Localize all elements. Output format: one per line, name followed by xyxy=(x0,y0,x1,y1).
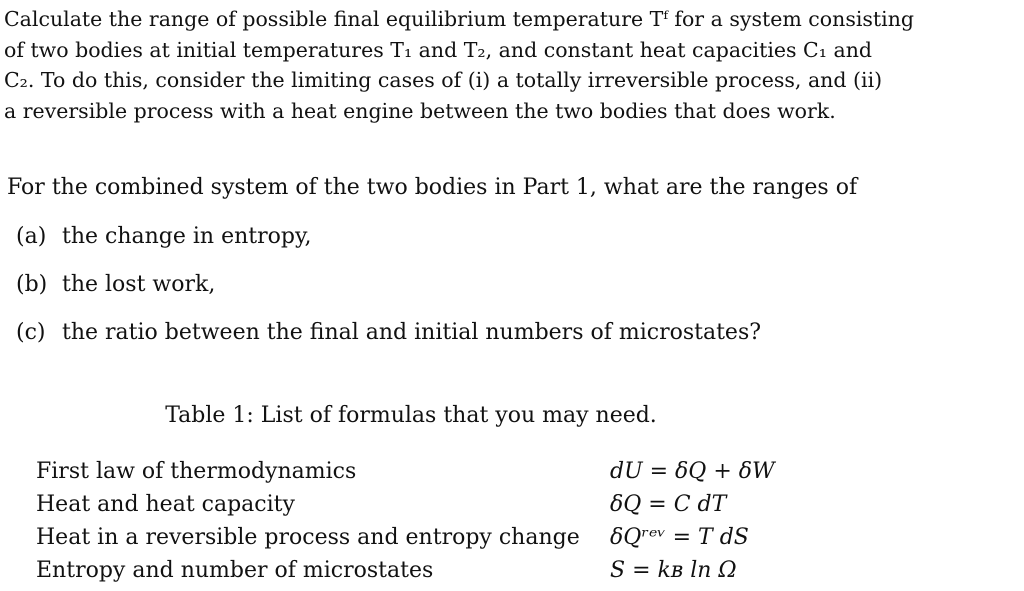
question-intro: For the combined system of the two bodies in Part 1, what are the ranges of xyxy=(7,175,858,200)
item-text: the ratio between the final and initial numbers of microstates? xyxy=(62,320,762,345)
item-marker: (c) xyxy=(16,320,46,345)
question-item-b xyxy=(16,269,761,317)
item-marker: (b) xyxy=(16,272,48,297)
item-text: the change in entropy, xyxy=(62,224,312,249)
table-caption: Table 1: List of formulas that you may need. xyxy=(165,403,657,428)
formula-name: Heat and heat capacity xyxy=(36,492,295,517)
problem-line: Calculate the range of possible final equilibrium temperature Tᶠ for a system consisting xyxy=(4,7,915,31)
formula-name: First law of thermodynamics xyxy=(36,459,357,484)
formula-expression: δQ = C dT xyxy=(610,492,727,517)
problem-line: C₂. To do this, consider the limiting cases of (i) a totally irreversible process, and (ii) xyxy=(4,68,883,92)
question-item-a xyxy=(16,221,761,269)
question-list xyxy=(16,221,761,365)
problem-line: of two bodies at initial temperatures T₁ and T₂, and constant heat capacities C₁ and xyxy=(4,37,873,62)
formula-expression: S = kʙ ln Ω xyxy=(610,558,737,583)
item-text: the lost work, xyxy=(62,272,216,297)
formula-expression: dU = δQ + δW xyxy=(610,459,775,484)
formula-name: Entropy and number of microstates xyxy=(36,558,434,583)
problem-statement xyxy=(4,4,916,126)
question-item-c xyxy=(16,317,761,365)
formula-name: Heat in a reversible process and entropy change xyxy=(36,525,580,550)
item-marker: (a) xyxy=(16,224,47,249)
problem-line: a reversible process with a heat engine between the two bodies that does work. xyxy=(4,98,836,123)
formula-expression: δQʳᵉᵛ = T dS xyxy=(610,525,749,550)
